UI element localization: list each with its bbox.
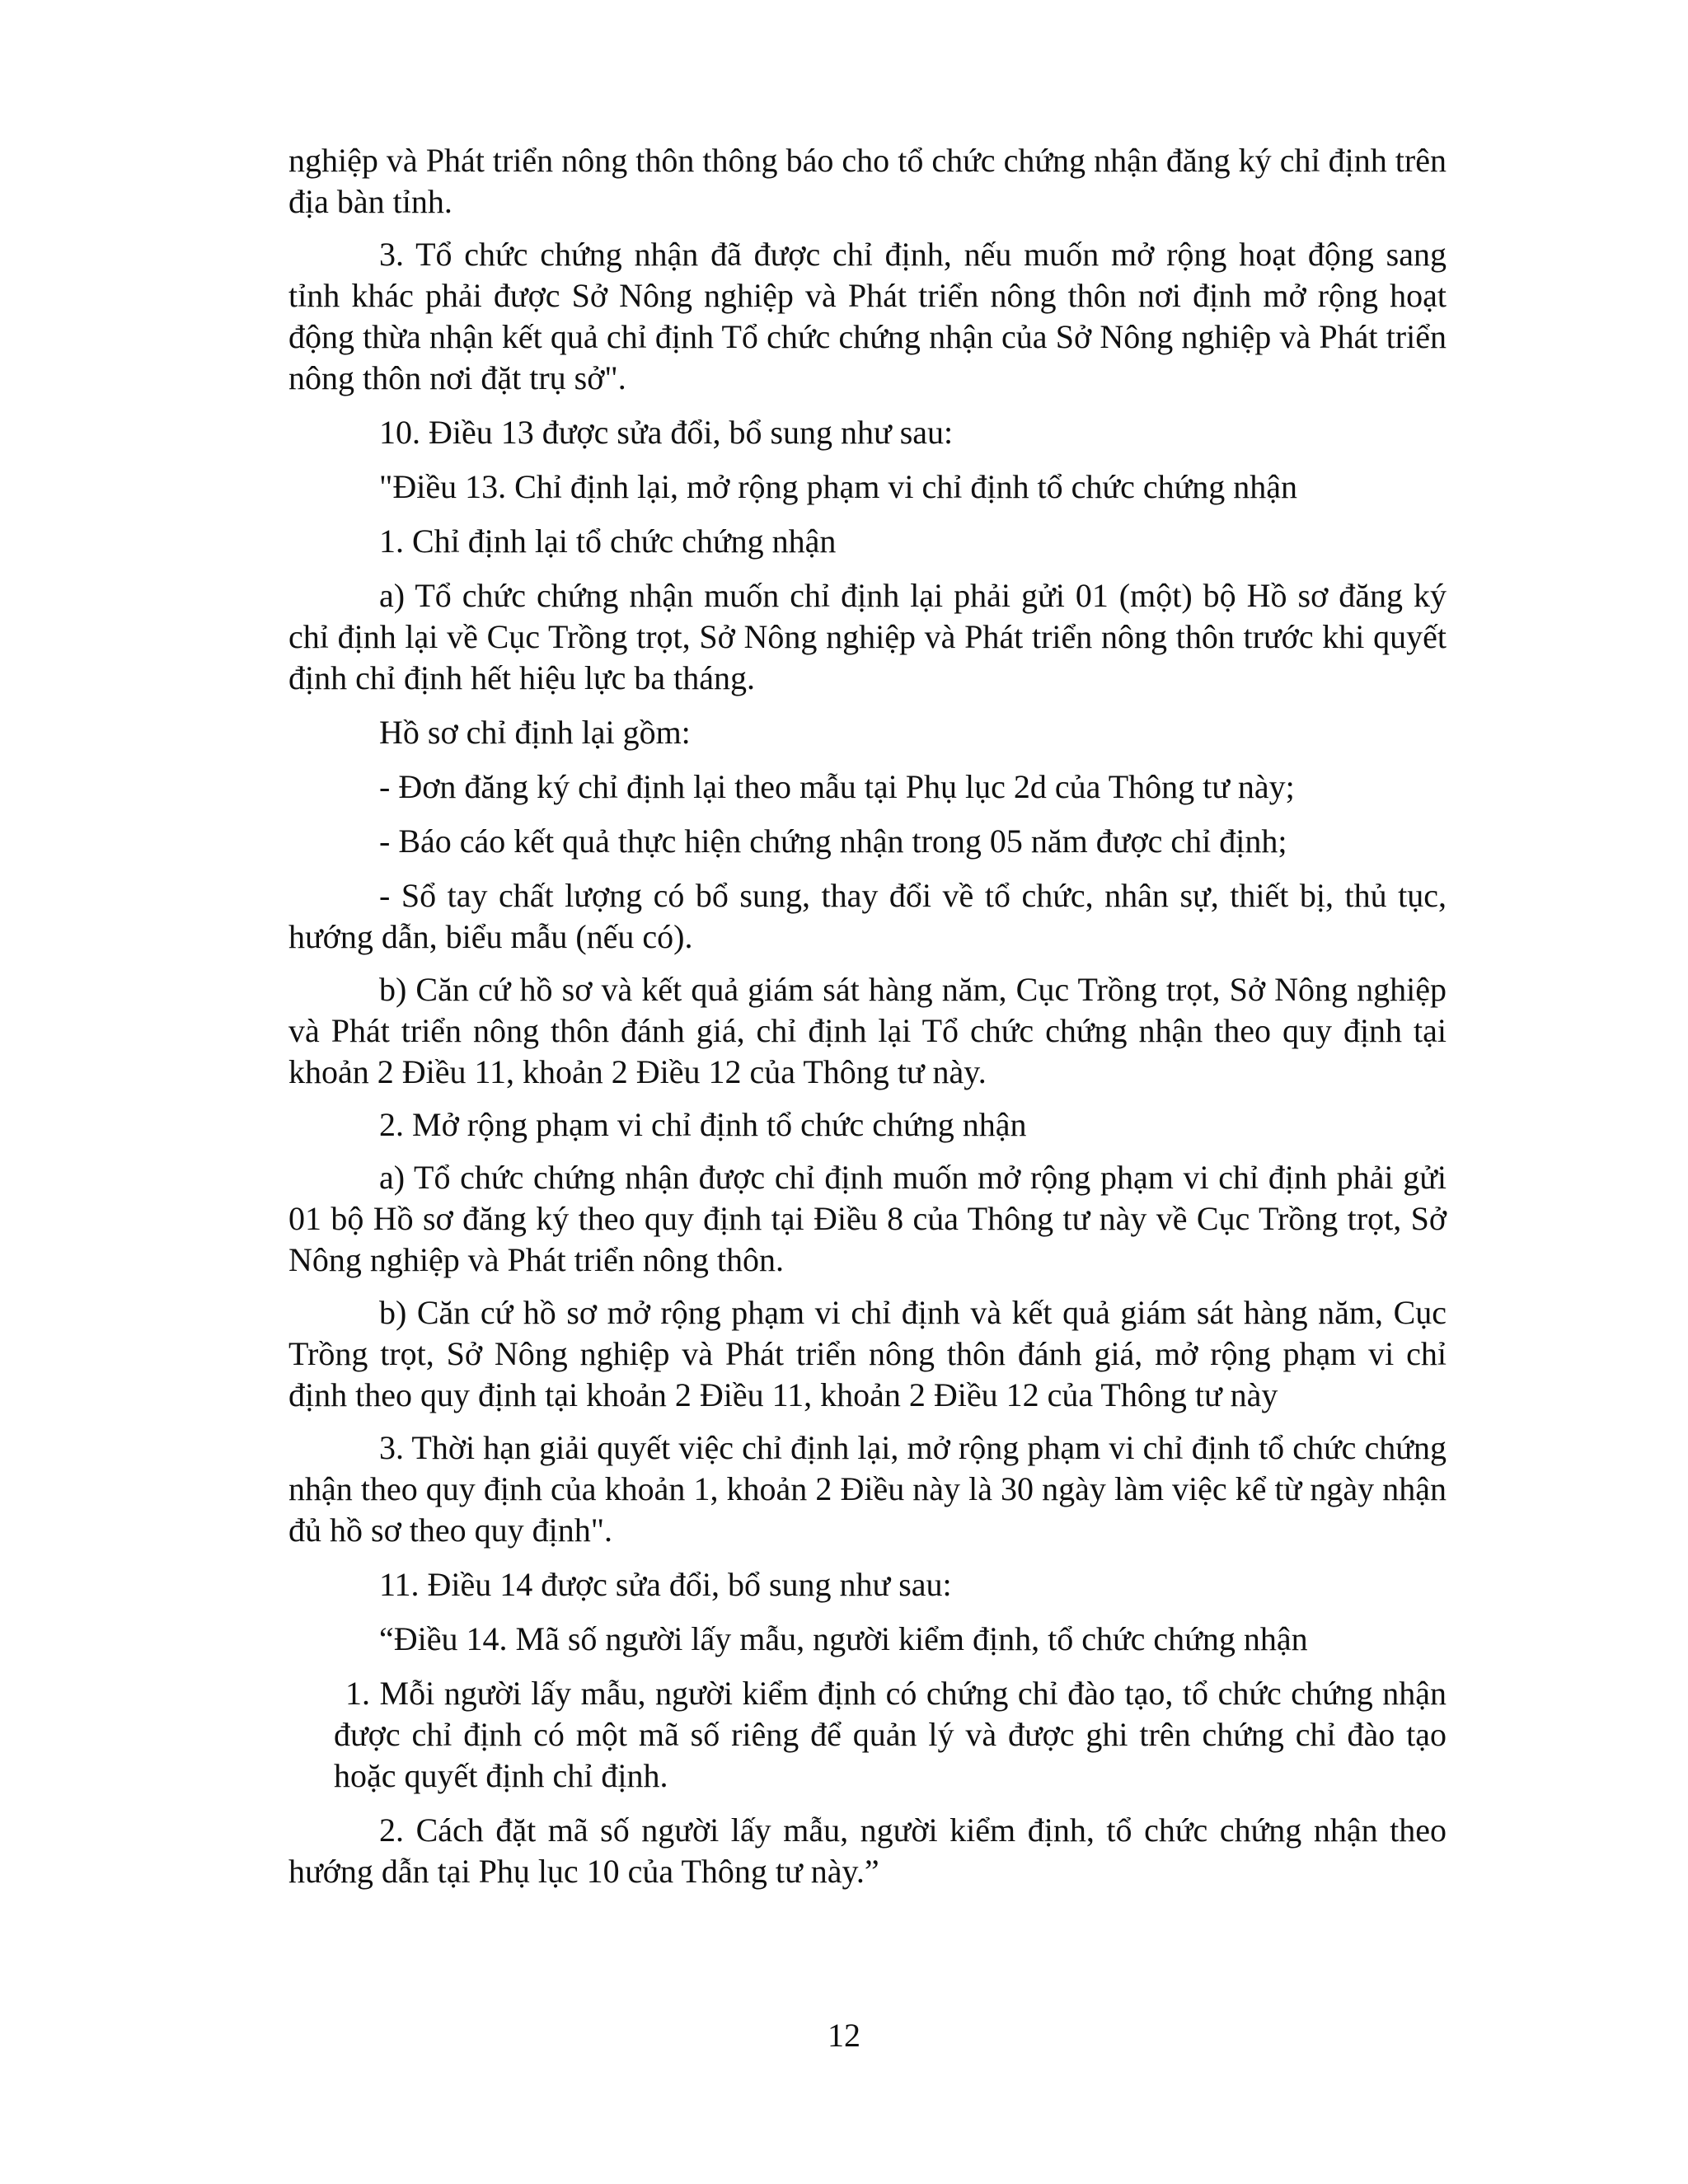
paragraph-amendment-10: 10. Điều 13 được sửa đổi, bổ sung như sau: [379,414,954,451]
paragraph-clause-3: 3. Tổ chức chứng nhận đã được chỉ định, nếu muốn mở rộng hoạt động sang tỉnh khác phải được Sở Nông nghiệp và Phát triển nông thôn nơi định mở rộng hoạt động thừa nhận kết quả chỉ định Tổ chức chứng nhận của Sở Nông nghiệp và Phát triển nông thôn nơi đặt trụ sở". [288,236,1447,396]
dossier-heading: Hồ sơ chỉ định lại gồm: [379,714,691,751]
article-14-clause-2: 2. Cách đặt mã số người lấy mẫu, người kiểm định, tổ chức chứng nhận theo hướng dẫn tại Phụ lục 10 của Thông tư này.” [288,1811,1447,1890]
page-body [288,140,1447,1892]
article-14-clause-1: 1. Mỗi người lấy mẫu, người kiểm định có chứng chỉ đào tạo, tổ chức chứng nhận được chỉ định có một mã số riêng để quản lý và được ghi trên chứng chỉ đào tạo hoặc quyết định chỉ định. [334,1675,1447,1794]
paragraph-continuation: nghiệp và Phát triển nông thôn thông báo cho tổ chức chứng nhận đăng ký chỉ định trên địa bàn tỉnh. [288,142,1447,220]
article-13-clause-2b: b) Căn cứ hồ sơ mở rộng phạm vi chỉ định và kết quả giám sát hàng năm, Cục Trồng trọt, Sở Nông nghiệp và Phát triển nông thôn đánh giá, mở rộng phạm vi chỉ định theo quy định tại khoản 2 Điều 11, khoản 2 Điều 12 của Thông tư này [288,1294,1447,1413]
dossier-item-3: - Sổ tay chất lượng có bổ sung, thay đổi về tổ chức, nhân sự, thiết bị, thủ tục, hướng dẫn, biểu mẫu (nếu có). [288,877,1447,955]
page-number: 12 [828,2017,860,2054]
article-13-clause-3: 3. Thời hạn giải quyết việc chỉ định lại, mở rộng phạm vi chỉ định tổ chức chứng nhận theo quy định của khoản 1, khoản 2 Điều này là 30 ngày làm việc kể từ ngày nhận đủ hồ sơ theo quy định". [288,1429,1447,1549]
article-14-heading: “Điều 14. Mã số người lấy mẫu, người kiểm định, tổ chức chứng nhận [379,1620,1308,1657]
article-13-clause-2: 2. Mở rộng phạm vi chỉ định tổ chức chứng nhận [379,1106,1027,1143]
dossier-item-2: - Báo cáo kết quả thực hiện chứng nhận trong 05 năm được chỉ định; [379,823,1287,860]
article-13-clause-2a: a) Tổ chức chứng nhận được chỉ định muốn mở rộng phạm vi chỉ định phải gửi 01 bộ Hồ sơ đăng ký theo quy định tại Điều 8 của Thông tư này về Cục Trồng trọt, Sở Nông nghiệp và Phát triển nông thôn. [288,1159,1447,1278]
article-13-heading: "Điều 13. Chỉ định lại, mở rộng phạm vi chỉ định tổ chức chứng nhận [379,468,1298,505]
dossier-item-1: - Đơn đăng ký chỉ định lại theo mẫu tại Phụ lục 2d của Thông tư này; [379,768,1295,805]
paragraph-amendment-11: 11. Điều 14 được sửa đổi, bổ sung như sau: [379,1566,952,1603]
article-13-clause-1b: b) Căn cứ hồ sơ và kết quả giám sát hàng năm, Cục Trồng trọt, Sở Nông nghiệp và Phát triển nông thôn đánh giá, chỉ định lại Tổ chức chứng nhận theo quy định tại khoản 2 Điều 11, khoản 2 Điều 12 của Thông tư này. [288,971,1447,1090]
article-13-clause-1: 1. Chỉ định lại tổ chức chứng nhận [379,523,837,560]
article-13-clause-1a: a) Tổ chức chứng nhận muốn chỉ định lại phải gửi 01 (một) bộ Hồ sơ đăng ký chỉ định lại về Cục Trồng trọt, Sở Nông nghiệp và Phát triển nông thôn trước khi quyết định chỉ định hết hiệu lực ba tháng. [288,577,1447,696]
